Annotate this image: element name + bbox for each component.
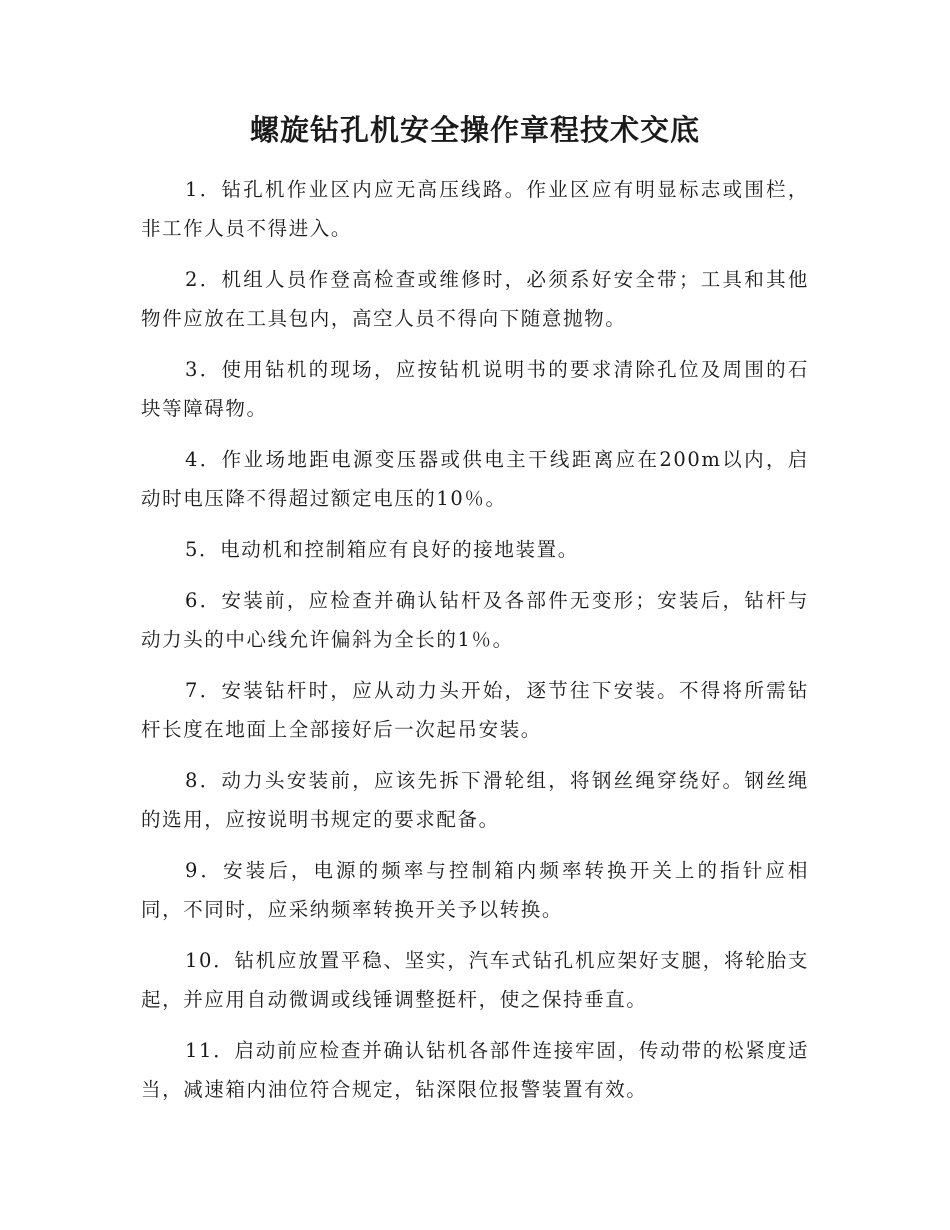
document-title: 螺旋钻孔机安全操作章程技术交底 [249,113,700,147]
clause-8: 8．动力头安装前，应该先拆下滑轮组，将钢丝绳穿绕好。钢丝绳的选用，应按说明书规定的要求配备。 [141,769,809,831]
clause-7: 7．安装钻杆时，应从动力头开始，逐节往下安装。不得将所需钻杆长度在地面上全部接好后一次起吊安装。 [141,679,809,741]
clause-11: 11．启动前应检查并确认钻机各部件连接牢固，传动带的松紧度适当，减速箱内油位符合规定，钻深限位报警装置有效。 [141,1039,809,1101]
clause-10: 10．钻机应放置平稳、坚实，汽车式钻孔机应架好支腿，将轮胎支起，并应用自动微调或线锤调整挺杆，使之保持垂直。 [141,949,809,1011]
clause-6: 6．安装前，应检查并确认钻杆及各部件无变形；安装后，钻杆与动力头的中心线允许偏斜为全长的1％。 [141,589,809,651]
clause-3: 3．使用钻机的现场，应按钻机说明书的要求清除孔位及周围的石块等障碍物。 [141,358,809,420]
clause-1: 1．钻孔机作业区内应无高压线路。作业区应有明显标志或围栏，非工作人员不得进入。 [141,178,809,240]
clause-5: 5．电动机和控制箱应有良好的接地装置。 [185,538,579,561]
clause-list [141,170,809,1121]
clause-4: 4．作业场地距电源变压器或供电主干线距离应在200m以内，启动时电压降不得超过额定电压的10％。 [141,448,809,510]
clause-9: 9．安装后，电源的频率与控制箱内频率转换开关上的指针应相同，不同时，应采纳频率转换开关予以转换。 [141,859,809,921]
clause-2: 2．机组人员作登高检查或维修时，必须系好安全带；工具和其他物件应放在工具包内，高空人员不得向下随意抛物。 [141,268,809,330]
